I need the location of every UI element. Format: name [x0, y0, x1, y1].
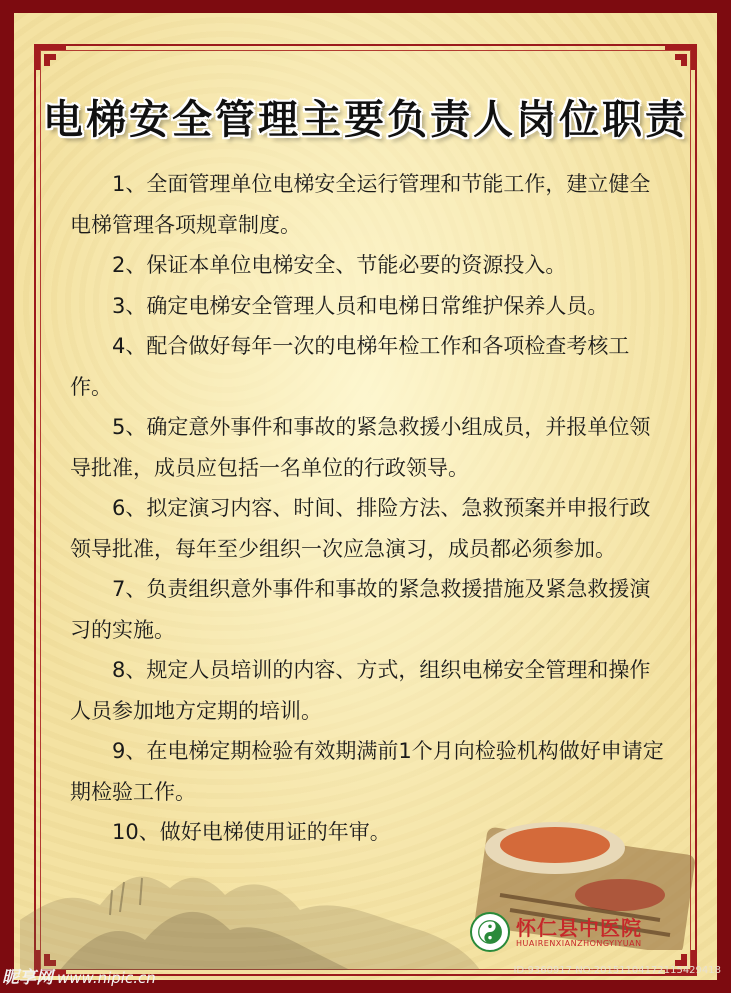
list-item: 8、规定人员培训的内容、方式，组织电梯安全管理和操作人员参加地方定期的培训。 [70, 658, 651, 723]
duties-list [70, 164, 670, 853]
ink-landscape-image [20, 770, 480, 970]
list-item: 10、做好电梯使用证的年审。 [112, 820, 391, 844]
image-id: ID:9360917 NO:20151104172115429418 [513, 965, 721, 976]
hospital-logo [470, 912, 642, 952]
yin-yang-icon [470, 912, 510, 952]
watermark-url: www.nipic.cn [57, 969, 156, 987]
list-item: 7、负责组织意外事件和事故的紧急救援措施及紧急救援演习的实施。 [70, 577, 651, 642]
corner-ornament-icon [30, 40, 70, 80]
list-item: 1、全面管理单位电梯安全运行管理和节能工作，建立健全电梯管理各项规章制度。 [70, 172, 651, 237]
page-title: 电梯安全管理主要负责人岗位职责 [43, 97, 688, 143]
list-item: 5、确定意外事件和事故的紧急救援小组成员，并报单位领导批准，成员应包括一名单位的行政领导。 [70, 415, 651, 480]
list-item: 6、拟定演习内容、时间、排险方法、急救预案并申报行政领导批准，每年至少组织一次应急演习，成员都必须参加。 [70, 496, 651, 561]
hospital-pinyin: HUAIRENXIANZHONGYIYUAN [516, 938, 642, 948]
list-item: 3、确定电梯安全管理人员和电梯日常维护保养人员。 [112, 293, 609, 318]
list-item: 9、在电梯定期检验有效期满前1个月向检验机构做好申请定期检验工作。 [70, 739, 664, 804]
list-item: 4、配合做好每年一次的电梯年检工作和各项检查考核工作。 [70, 334, 630, 399]
watermark-site: 昵享网 [2, 968, 53, 988]
list-item: 2、保证本单位电梯安全、节能必要的资源投入。 [112, 253, 567, 277]
watermark [2, 963, 156, 988]
hospital-name: 怀仁县中医院 [516, 915, 642, 940]
corner-ornament-icon [661, 40, 701, 80]
